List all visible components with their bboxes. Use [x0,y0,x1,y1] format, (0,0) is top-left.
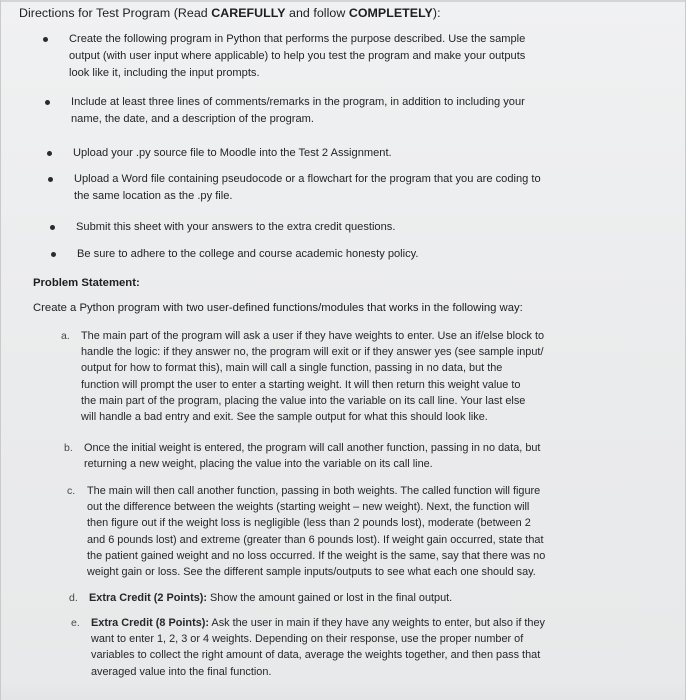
item-marker: d. [69,592,78,604]
problem-item-a: a. The main part of the program will ask a user if they have weights to enter. Use an if/else block to handle the logic: if they answer no, the program will exit or if they answer yes (see sample input/ output for how to format this), main will call a single function, passing in no data, but the function will prompt the user to enter a starting weight. It will then return this weight value to the main part of the program, placing the value into the variable on its call line. Your last else will handle a bad entry and exit. See the sample output for what this should look like. [61,330,545,424]
directions-title: Directions for Test Program (Read CAREFULLY and follow COMPLETELY): [19,6,441,20]
top-divider [1,0,685,2]
extra-credit-label: Extra Credit (8 Points): [91,617,209,629]
direction-bullet-4: Upload a Word file containing pseudocode or a flowchart for the program that you are coding to the same location as the .py file. [74,171,541,205]
bullet-dot-icon [47,151,52,156]
problem-intro: Create a Python program with two user-defined functions/modules that works in the following way: [33,302,523,314]
bullet-dot-icon [43,37,48,42]
problem-item-b: b. Once the initial weight is entered, the program will call another function, passing in no data, but returning a new weight, placing the value into the variable on its call line. [64,442,541,471]
direction-bullet-2: Include at least three lines of comments/remarks in the program, in addition to including your name, the date, and a description of the program. [71,94,525,128]
problem-item-d: d. Extra Credit (2 Points): Show the amount gained or lost in the final output. [89,590,452,606]
item-marker: c. [67,485,76,497]
item-marker: e. [71,617,80,629]
direction-bullet-6: Be sure to adhere to the college and course academic honesty policy. [77,246,418,263]
problem-item-c: c. The main will then call another function, passing in both weights. The called function will figure out the difference between the weights (starting weight – new weight). Next, the function will then figure out if the weight loss is negligible (less than 2 pounds lost), moderate (between 2 and 6 pounds lost) and extreme (greater than 6 pounds lost). If weight gain occurred, state that the patient gained weight and no loss occurred. If the weight is the same, say that there was no weight gain or loss. See the different sample inputs/outputs to see what each one should say. [67,485,546,579]
direction-bullet-1: Create the following program in Python that performs the purpose described. Use the sample output (with user input where applicable) to help you test the program and make your outputs look like it, including the input prompts. [69,31,525,82]
item-marker: a. [61,330,70,342]
item-marker: b. [64,442,73,454]
direction-bullet-5: Submit this sheet with your answers to the extra credit questions. [76,219,395,236]
bullet-dot-icon [48,177,53,182]
bullet-dot-icon [50,225,55,230]
bullet-dot-icon [45,100,50,105]
bullet-dot-icon [51,252,56,257]
problem-statement-heading: Problem Statement: [33,277,140,289]
bottom-edge [1,682,685,700]
problem-item-e: e. Extra Credit (8 Points): Ask the user in main if they have any weights to enter, but also if they want to enter 1, 2, 3 or 4 weights. Depending on their response, use the proper number of variables to collect the right amount of data, average the weights together, and then pass that averaged value into the final function. [71,617,545,678]
extra-credit-label: Extra Credit (2 Points): [89,592,207,604]
direction-bullet-3: Upload your .py source file to Moodle into the Test 2 Assignment. [73,145,392,162]
